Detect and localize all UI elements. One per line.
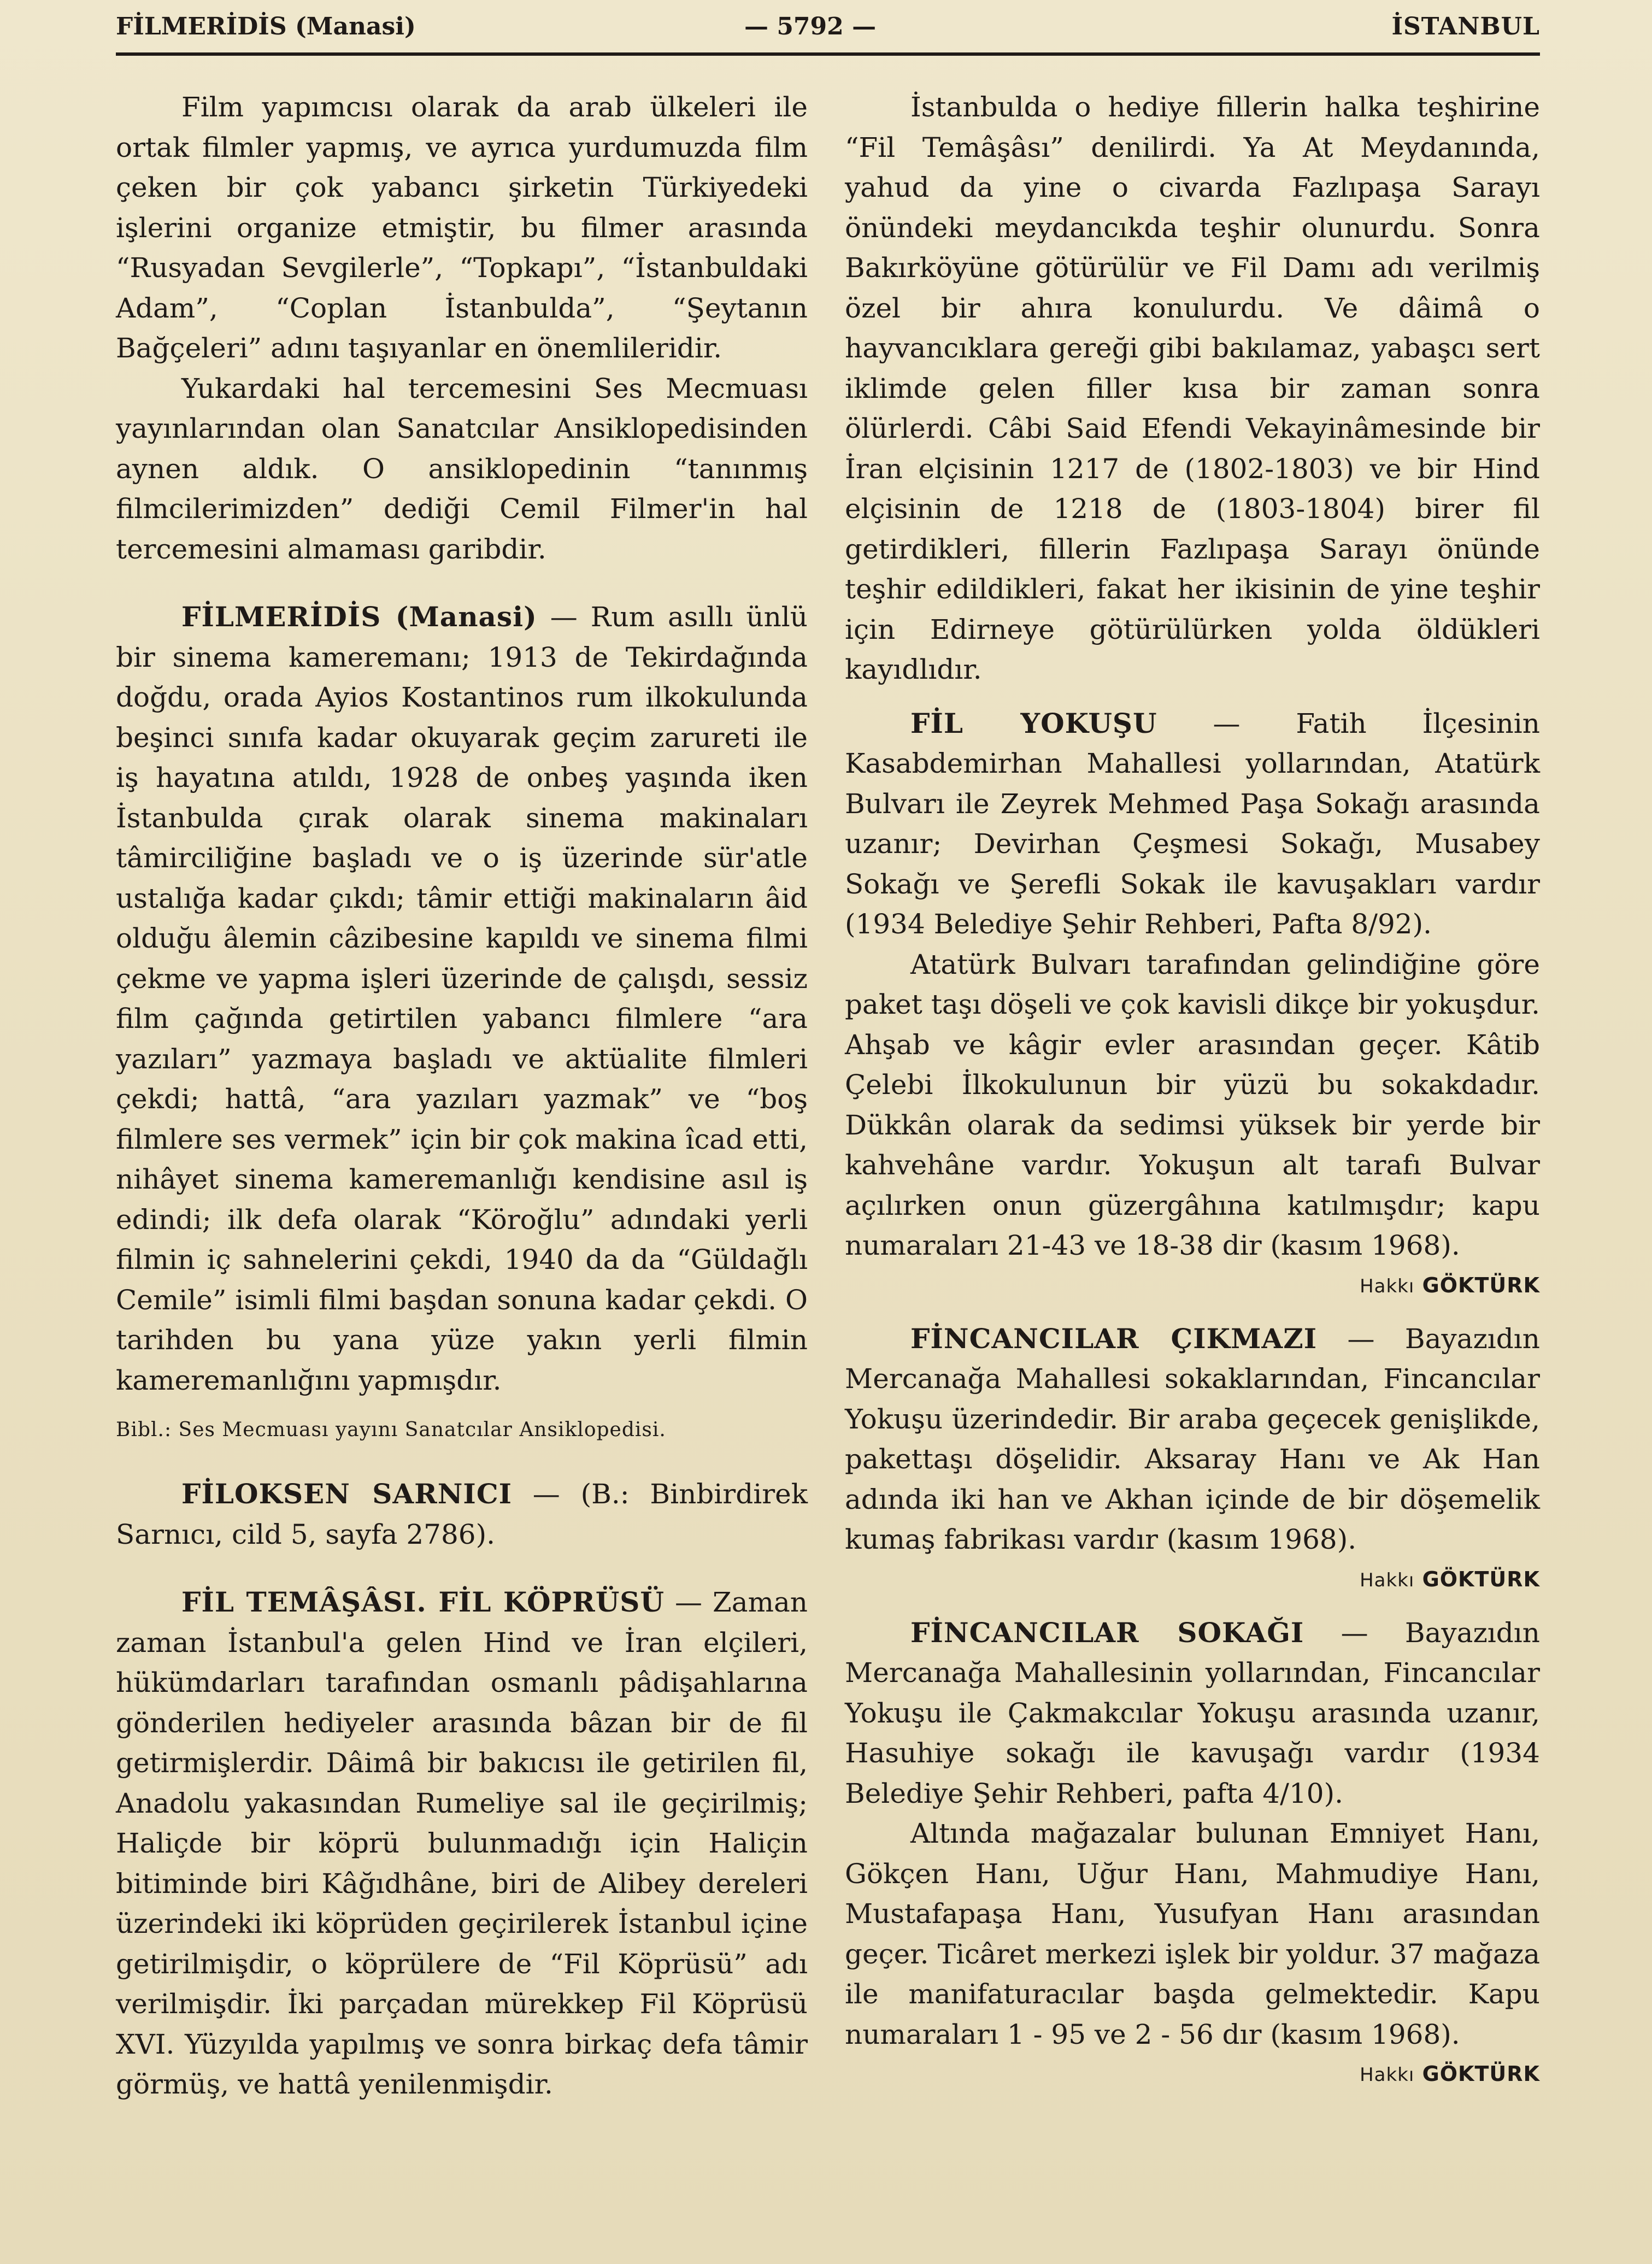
entry-text: Bayazıdın Mercanağa Mahallesi sokaklarından, Fincancılar Yokuşu üzerindedir. Bir araba geçecek genişlikde, pakettaşı döşelidir. Aksaray Hanı ve Ak Han adında iki han ve Akhan içinde de bir döşemelik kumaş fabrikası vardır (kasım 1968).: [845, 1322, 1540, 1555]
entry-fil-temasasi: FİL TEMÂŞÂSI. FİL KÖPRÜSÜ — Zaman zaman İstanbul'a gelen Hind ve İran elçileri, hükümdarları tarafından osmanlı pâdişahlarına gönderilen hediyeler arasında bâzan bir de fil getirmişlerdir. Dâimâ bir bakıcısı ile getirilen fil, Anadolu yakasından Rumeliye sal ile geçirilmiş; Haliçde bir köprü bulunmadığı için Haliçin bitiminde biri Kâğıdhâne, biri de Alibey dereleri üzerindeki iki köprüden geçirilerek İstanbul içine getirilmişdir, o köprülere de “Fil Köprüsü” adı verilmişdir. İki parçadan mürekkep Fil Köprüsü XVI. Yüzyılda yapılmış ve sonra birkaç defa tâmir görmüş, ve hattâ yenilenmişdir.: [116, 1586, 808, 2100]
spacer: [845, 1306, 1540, 1319]
entry-heading: FİLOKSEN SARNICI: [181, 1478, 513, 1510]
spacer: [116, 569, 808, 597]
paragraph: İstanbulda o hediye fillerin halka teşhirine “Fil Temâşâsı” denilirdi. Ya At Meydanında, yahud da yine o civarda Fazlıpaşa Sarayı önündeki meydancıkda teşhir olunurdu. Sonra Bakırköyüne götürülür ve Fil Damı adı verilmiş özel bir ahıra konulurdu. Ve dâimâ o hayvancıklara gereği gibi bakılamaz, yabaşcı sert iklimde gelen filler kısa bir zaman sonra ölürlerdi. Câbi Said Efendi Vekayinâmesinde bir İran elçisinin 1217 de (1802-1803) ve bir Hind elçisinin de 1218 de (1803-1804) birer fil getirdikleri, fillerin Fazlıpaşa Sarayı önünde teşhir edildikleri, fakat her ikisinin de yine teşhir için Edirneye götürülürken yolda öldükleri kayıdlıdır.: [845, 91, 1540, 685]
bibliography: Bibl.: Ses Mecmuası yayını Sanatcılar Ansiklopedisi.: [116, 1419, 666, 1441]
entry-heading: FİNCANCILAR SOKAĞI: [910, 1616, 1304, 1649]
entry-text: Rum asıllı ünlü bir sinema kameremanı; 1913 de Tekirdağında doğdu, orada Ayios Kostantinos rum ilkokulunda beşinci sınıfa kadar okuyarak geçim zarureti ile iş hayatına atıldı, 1928 de onbeş yaşında iken İstanbulda çırak olarak sinema makinaları tâmirciliğine başladı ve o iş üzerinde sür'atle ustalığa kadar çıkdı; tâmir ettiği makinaların âid olduğu âlemin câzibesine kapıldı ve sinema filmi çekme ve yapma işleri üzerinde de çalışdı, sessiz film çağında getirtilen yabancı filmlere “ara yazıları” yazmaya başladı ve aktüalite filmleri çekdi; hattâ, “ara yazıları yazmak” ve “boş filmlere ses vermek” için bir çok makina îcad etti, nihâyet sinema kameremanlığı kendisine asıl iş edindi; ilk defa olarak “Köroğlu” adındaki yerli filmin iç sahnelerini çekdi, 1940 da da “Güldağlı Cemile” isimli filmi başdan sonuna kadar çekdi. O tarihden bu yana yüze yakın yerli filmin kameremanlığını yapmışdır.: [116, 601, 808, 1396]
entry-heading: FİLMERİDİS (Manasi): [181, 601, 537, 633]
author-signature: Hakkı GÖKTÜRK: [1360, 2062, 1540, 2086]
entry-text: Fatih İlçesinin Kasabdemirhan Mahallesi yollarından, Atatürk Bulvarı ile Zeyrek Mehmed Paşa Sokağı arasında uzanır; Devirhan Çeşmesi Sokağı, Musabey Sokağı ve Şerefli Sokak ile kavuşakları vardır (1934 Belediye Şehir Rehberi, Pafta 8/92).: [845, 707, 1540, 940]
paragraph: Yukardaki hal tercemesini Ses Mecmuası yayınlarından olan Sanatcılar Ansiklopedisinden aynen aldık. O ansiklopedinin “tanınmış filmcilerimizden” dediği Cemil Filmer'in hal tercemesini almaması garibdir.: [116, 372, 808, 565]
paragraph: Altında mağazalar bulunan Emniyet Hanı, Gökçen Hanı, Uğur Hanı, Mahmudiye Hanı, Mustafapaşa Hanı, Yusufyan Hanı arasından geçer. Ticâret merkezi işlek bir yoldur. 37 mağaza ile manifaturacılar başda gelmektedir. Kapu numaraları 1 - 95 ve 2 - 56 dır (kasım 1968).: [845, 1818, 1540, 2050]
entry-text: (B.: Binbirdirek Sarnıcı, cild 5, sayfa 2786).: [116, 1478, 808, 1550]
entry-fil-yokusu: FİL YOKUŞU — Fatih İlçesinin Kasabdemirhan Mahallesi yollarından, Atatürk Bulvarı ile Zeyrek Mehmed Paşa Sokağı arasında uzanır; Devirhan Çeşmesi Sokağı, Musabey Sokağı ve Şerefli Sokak ile kavuşakları vardır (1934 Belediye Şehir Rehberi, Pafta 8/92).: [845, 707, 1540, 940]
entry-heading: FİL TEMÂŞÂSI. FİL KÖPRÜSÜ: [181, 1586, 665, 1618]
spacer: [116, 1555, 808, 1582]
author-signature: Hakkı GÖKTÜRK: [1360, 1273, 1540, 1297]
running-header: [116, 7, 1540, 46]
header-entry-title: FİLMERİDİS (Manasi): [116, 12, 416, 40]
entry-filoksen-sarnici: FİLOKSEN SARNICI — (B.: Binbirdirek Sarnıcı, cild 5, sayfa 2786).: [116, 1478, 808, 1550]
entry-text: Zaman zaman İstanbul'a gelen Hind ve İran elçileri, hükümdarları tarafından osmanlı pâdişahlarına gönderilen hediyeler arasında bâzan bir de fil getirmişlerdir. Dâimâ bir bakıcısı ile getirilen fil, Anadolu yakasından Rumeliye sal ile geçirilmiş; Haliçde bir köprü bulunmadığı için Haliçin bitiminde biri Kâğıdhâne, biri de Alibey dereleri üzerindeki iki köprüden geçirilerek İstanbul içine getirilmişdir, o köprülere de “Fil Köprüsü” adı verilmişdir. İki parçadan mürekkep Fil Köprüsü XVI. Yüzyılda yapılmış ve sonra birkaç defa tâmir görmüş, ve hattâ yenilenmişdir.: [116, 1586, 808, 2100]
author-signature: Hakkı GÖKTÜRK: [1360, 1567, 1540, 1591]
paragraph: Film yapımcısı olarak da arab ülkeleri ile ortak filmler yapmış, ve ayrıca yurdumuzda film çeken bir çok yabancı şirketin Türkiyedeki işlerini organize etmiştir, bu filmer arasında “Rusyadan Sevgilerle”, “Topkapı”, “İstanbuldaki Adam”, “Coplan İstanbulda”, “Şeytanın Bağçeleri” adını taşıyanlar en önemlileridir.: [116, 91, 808, 364]
spacer: [845, 1599, 1540, 1613]
header-rule: [116, 52, 1540, 56]
header-section: İSTANBUL: [1391, 12, 1540, 40]
page-number: — 5792 —: [744, 12, 877, 40]
entry-fincancilar-sokagi: FİNCANCILAR SOKAĞI — Bayazıdın Mercanağa Mahallesinin yollarından, Fincancılar Yokuşu ile Çakmakcılar Yokuşu arasında uzanır, Hasuhiye sokağı ile kavuşağı vardır (1934 Belediye Şehir Rehberi, pafta 4/10).: [845, 1616, 1541, 1809]
left-column: [116, 87, 808, 2105]
entry-text: Bayazıdın Mercanağa Mahallesinin yollarından, Fincancılar Yokuşu ile Çakmakcılar Yokuşu arasında uzanır, Hasuhiye sokağı ile kavuşağı vardır (1934 Belediye Şehir Rehberi, pafta 4/10).: [845, 1616, 1541, 1809]
spacer: [116, 1446, 808, 1474]
entry-heading: FİNCANCILAR ÇIKMAZI: [910, 1322, 1318, 1355]
entry-heading: FİL YOKUŞU: [910, 707, 1157, 739]
spacer: [845, 690, 1540, 703]
paragraph: Atatürk Bulvarı tarafından gelindiğine göre paket taşı döşeli ve çok kavisli dikçe bir yokuşdur. Ahşab ve kâgir evler arasından geçer. Kâtib Çelebi İlkokulunun bir yüzü bu sokakdadır. Dükkân olarak da sedimsi yüksek bir yerde bir kahvehâne vardır. Yokuşun alt tarafı Bulvar açılırken onun güzergâhına katılmışdır; kapu numaraları 21-43 ve 18-38 dir (kasım 1968).: [845, 948, 1540, 1261]
spacer: [116, 1401, 808, 1414]
entry-fincancilar-cikmazi: FİNCANCILAR ÇIKMAZI — Bayazıdın Mercanağa Mahallesi sokaklarından, Fincancılar Yokuşu üzerindedir. Bir araba geçecek genişlikde, pakettaşı döşelidir. Aksaray Hanı ve Ak Han adında iki han ve Akhan içinde de bir döşemelik kumaş fabrikası vardır (kasım 1968).: [845, 1322, 1540, 1555]
right-column: [845, 87, 1540, 2094]
entry-filmeridis: FİLMERİDİS (Manasi) — Rum asıllı ünlü bir sinema kameremanı; 1913 de Tekirdağında doğdu, orada Ayios Kostantinos rum ilkokulunda beşinci sınıfa kadar okuyarak geçim zarureti ile iş hayatına atıldı, 1928 de onbeş yaşında iken İstanbulda çırak olarak sinema makinaları tâmirciliğine başladı ve o iş üzerinde sür'atle ustalığa kadar çıkdı; tâmir ettiği makinaların âid olduğu âlemin câzibesine kapıldı ve sinema filmi çekme ve yapma işleri üzerinde de çalışdı, sessiz film çağında getirtilen yabancı filmlere “ara yazıları” yazmaya başladı ve aktüalite filmleri çekdi; hattâ, “ara yazıları yazmak” ve “boş filmlere ses vermek” için bir çok makina îcad etti, nihâyet sinema kameremanlığı kendisine asıl iş edindi; ilk defa olarak “Köroğlu” adındaki yerli filmin iç sahnelerini çekdi, 1940 da da “Güldağlı Cemile” isimli filmi başdan sonuna kadar çekdi. O tarihden bu yana yüze yakın yerli filmin kameremanlığını yapmışdır.: [116, 601, 808, 1396]
